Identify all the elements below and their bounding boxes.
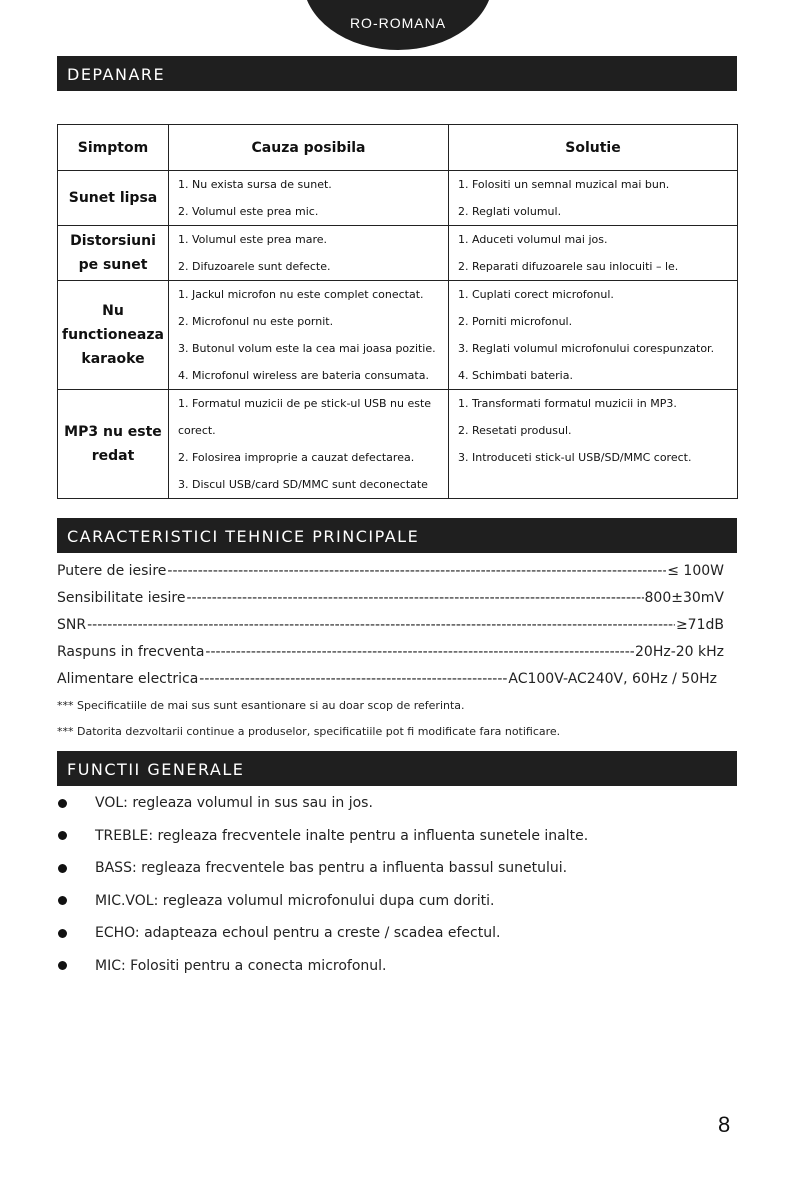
feature-text: ECHO: adapteaza echoul pentru a creste / scadea efectul. bbox=[95, 925, 501, 941]
column-header-symptom: Simptom bbox=[58, 125, 169, 171]
solution-line: 1. Folositi un semnal muzical mai bun. bbox=[458, 178, 670, 191]
cause-line: 1. Formatul muzicii de pe stick-ul USB nu este bbox=[178, 397, 432, 410]
cause-line: 2. Folosirea improprie a cauzat defectarea. bbox=[178, 451, 415, 464]
symptom-cell bbox=[58, 226, 169, 281]
symptom-cell bbox=[58, 390, 169, 499]
cause-line: 2. Microfonul nu este pornit. bbox=[178, 315, 334, 328]
section-title-functions: FUNCTII GENERALE bbox=[57, 751, 737, 786]
spec-note: *** Datorita dezvoltarii continue a produselor, specificatiile pot fi modificate fara notificare. bbox=[57, 725, 561, 738]
spec-value: AC100V-AC240V, 60Hz / 50Hz bbox=[508, 671, 717, 687]
cause-cell bbox=[169, 281, 449, 390]
list-item bbox=[57, 885, 588, 918]
feature-text: MIC.VOL: regleaza volumul microfonului dupa cum doriti. bbox=[95, 892, 495, 909]
specs-list bbox=[57, 558, 737, 745]
spec-label: Alimentare electrica bbox=[57, 671, 199, 687]
spec-value: 20Hz-20 kHz bbox=[635, 644, 724, 660]
solution-cell bbox=[449, 281, 738, 390]
solution-line: 3. Introduceti stick-ul USB/SD/MMC corect. bbox=[458, 451, 692, 464]
cause-cell bbox=[169, 171, 449, 226]
spec-value: ≥71dB bbox=[675, 617, 724, 633]
list-item bbox=[57, 950, 588, 983]
list-item bbox=[57, 820, 588, 853]
feature-text: MIC: Folositi pentru a conecta microfonul. bbox=[95, 957, 387, 974]
table-header-row bbox=[58, 125, 738, 171]
bullet-icon bbox=[58, 961, 67, 970]
spec-label: Putere de iesire bbox=[57, 563, 167, 579]
feature-text: VOL: regleaza volumul in sus sau in jos. bbox=[95, 795, 373, 811]
symptom-text: redat bbox=[91, 448, 135, 464]
table-row bbox=[58, 281, 738, 390]
feature-text: BASS: regleaza frecventele bas pentru a influenta bassul sunetului. bbox=[95, 860, 568, 876]
table-row bbox=[58, 171, 738, 226]
cause-line: 1. Volumul este prea mare. bbox=[178, 233, 328, 246]
solution-cell bbox=[449, 171, 738, 226]
cause-line: corect. bbox=[178, 424, 216, 437]
page-number: 8 bbox=[718, 1112, 731, 1137]
symptom-text: Distorsiuni bbox=[70, 233, 156, 249]
spec-label: SNR bbox=[57, 617, 87, 633]
language-tab-label: RO-ROMANA bbox=[349, 15, 447, 31]
list-item bbox=[57, 917, 588, 950]
bullet-icon bbox=[58, 896, 67, 905]
cause-line: 3. Butonul volum este la cea mai joasa pozitie. bbox=[178, 342, 436, 355]
spec-row bbox=[57, 666, 717, 693]
symptom-cell bbox=[58, 171, 169, 226]
spec-row bbox=[57, 585, 724, 612]
bullet-icon bbox=[58, 864, 67, 873]
table-row bbox=[58, 390, 738, 499]
column-header-cause: Cauza posibila bbox=[169, 125, 449, 171]
solution-line: 2. Porniti microfonul. bbox=[458, 315, 573, 328]
spec-note: *** Specificatiile de mai sus sunt esantionare si au doar scop de referinta. bbox=[57, 699, 465, 712]
list-item bbox=[57, 787, 588, 820]
spec-label: Sensibilitate iesire bbox=[57, 590, 186, 606]
spec-leader bbox=[186, 585, 643, 612]
section-title-specs: CARACTERISTICI TEHNICE PRINCIPALE bbox=[57, 518, 737, 553]
cause-line: 2. Difuzoarele sunt defecte. bbox=[178, 260, 331, 273]
cause-cell bbox=[169, 390, 449, 499]
spec-value: 800±30mV bbox=[644, 590, 724, 606]
troubleshooting-table bbox=[57, 124, 738, 499]
spec-leader bbox=[167, 558, 666, 585]
symptom-cell bbox=[58, 281, 169, 390]
cause-line: 3. Discul USB/card SD/MMC sunt deconectate bbox=[178, 478, 428, 491]
symptom-text: Sunet lipsa bbox=[68, 190, 158, 206]
spec-row bbox=[57, 639, 724, 666]
spec-value: ≤ 100W bbox=[667, 563, 724, 579]
table-row bbox=[58, 226, 738, 281]
spec-leader bbox=[87, 612, 675, 639]
cause-line: 1. Nu exista sursa de sunet. bbox=[178, 178, 332, 191]
solution-cell bbox=[449, 390, 738, 499]
spec-leader bbox=[205, 639, 634, 666]
solution-line: 1. Cuplati corect microfonul. bbox=[458, 288, 614, 301]
cause-line: 2. Volumul este prea mic. bbox=[178, 205, 319, 218]
cause-cell bbox=[169, 226, 449, 281]
list-item bbox=[57, 852, 588, 885]
solution-cell bbox=[449, 226, 738, 281]
bullet-icon bbox=[58, 831, 67, 840]
bullet-icon bbox=[58, 799, 67, 808]
bullet-icon bbox=[58, 929, 67, 938]
symptom-text: MP3 nu este bbox=[64, 424, 162, 440]
symptom-text: karaoke bbox=[81, 351, 145, 367]
solution-line: 3. Reglati volumul microfonului corespunzator. bbox=[458, 342, 715, 355]
features-list bbox=[57, 787, 588, 982]
spec-label: Raspuns in frecventa bbox=[57, 644, 205, 660]
cause-line: 4. Microfonul wireless are bateria consumata. bbox=[178, 369, 429, 382]
solution-line: 2. Resetati produsul. bbox=[458, 424, 572, 437]
symptom-text: pe sunet bbox=[78, 257, 148, 273]
column-header-solution: Solutie bbox=[449, 125, 738, 171]
solution-line: 1. Aduceti volumul mai jos. bbox=[458, 233, 608, 246]
cause-line: 1. Jackul microfon nu este complet conectat. bbox=[178, 288, 424, 301]
section-title-troubleshooting: DEPANARE bbox=[57, 56, 737, 91]
spec-leader bbox=[199, 666, 507, 693]
symptom-text: Nu bbox=[102, 303, 124, 319]
symptom-text: functioneaza bbox=[62, 327, 164, 343]
solution-line: 2. Reparati difuzoarele sau inlocuiti – le. bbox=[458, 260, 679, 273]
solution-line: 4. Schimbati bateria. bbox=[458, 369, 573, 382]
feature-text: TREBLE: regleaza frecventele inalte pentru a influenta sunetele inalte. bbox=[95, 827, 589, 844]
solution-line: 1. Transformati formatul muzicii in MP3. bbox=[458, 397, 677, 410]
solution-line: 2. Reglati volumul. bbox=[458, 205, 562, 218]
spec-row bbox=[57, 612, 724, 639]
spec-row bbox=[57, 558, 724, 585]
